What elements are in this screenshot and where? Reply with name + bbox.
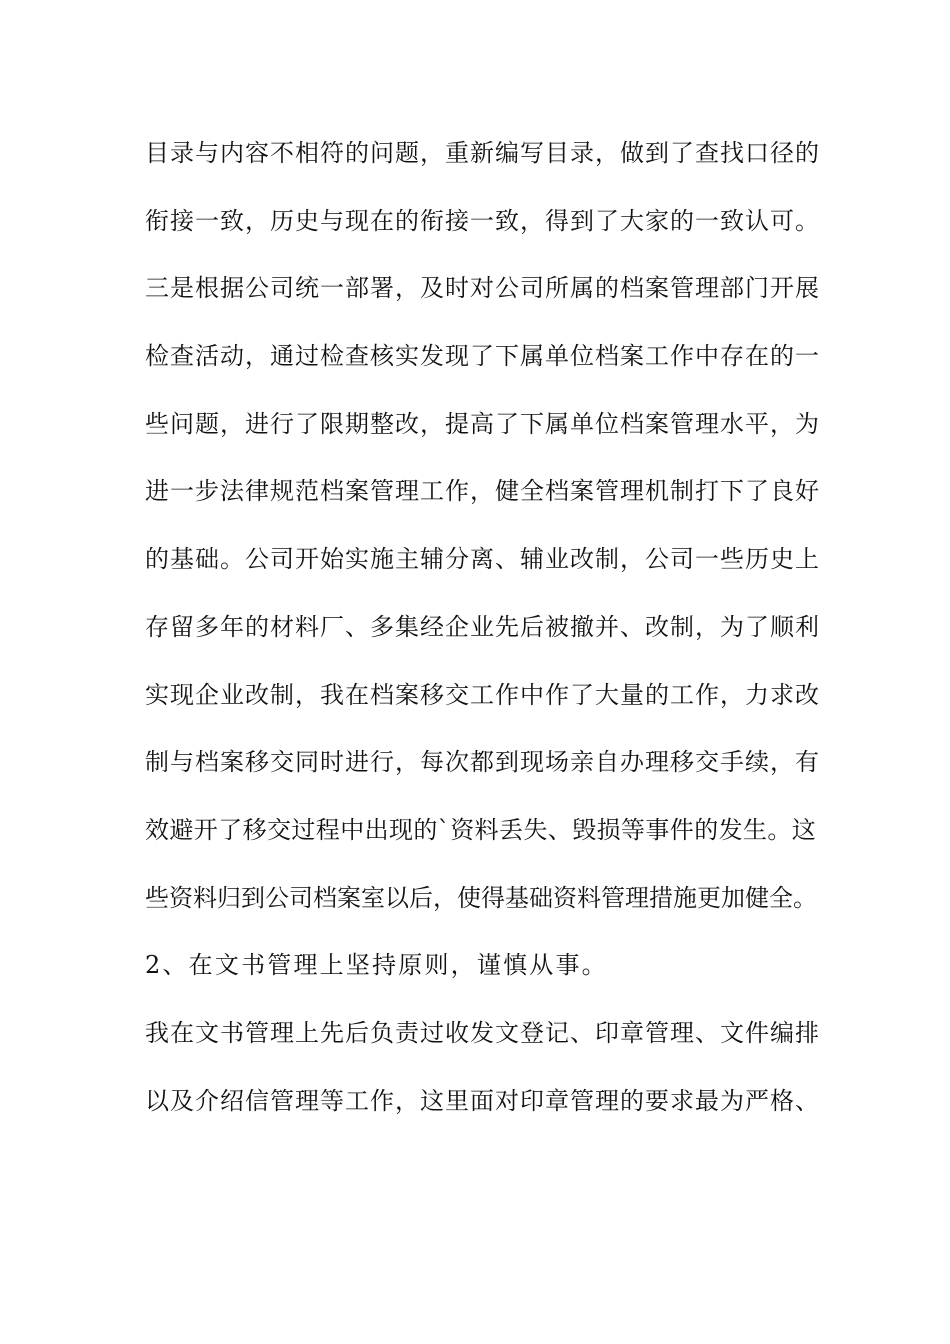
text-line: 衔接一致，历史与现在的衔接一致，得到了大家的一致认可。 xyxy=(145,206,820,235)
text-line: 的基础。公司开始实施主辅分离、辅业改制，公司一些历史上 xyxy=(145,545,820,574)
text-line: 些资料归到公司档案室以后，使得基础资料管理措施更加健全。 xyxy=(145,883,817,912)
text-line: 三是根据公司统一部署，及时对公司所属的档案管理部门开展 xyxy=(145,274,820,303)
body-text xyxy=(145,128,820,1143)
text-line: 实现企业改制，我在档案移交工作中作了大量的工作，力求改 xyxy=(145,680,820,709)
section-heading: 2、在文书管理上坚持原则，谨慎从事。 xyxy=(145,951,608,980)
text-line: 些问题，进行了限期整改，提高了下属单位档案管理水平，为 xyxy=(145,409,820,438)
text-line: 效避开了移交过程中出现的`资料丢失、毁损等事件的发生。这 xyxy=(145,815,817,844)
text-line: 我在文书管理上先后负责过收发文登记、印章管理、文件编排 xyxy=(145,1018,820,1047)
text-line: 目录与内容不相符的问题，重新编写目录，做到了查找口径的 xyxy=(145,139,820,167)
text-line: 以及介绍信管理等工作，这里面对印章管理的要求最为严格、 xyxy=(145,1086,820,1115)
text-line: 检查活动，通过检查核实发现了下属单位档案工作中存在的一 xyxy=(145,342,820,371)
text-line: 进一步法律规范档案管理工作，健全档案管理机制打下了良好 xyxy=(145,477,820,506)
text-line: 制与档案移交同时进行，每次都到现场亲自办理移交手续，有 xyxy=(145,748,820,777)
text-line: 存留多年的材料厂、多集经企业先后被撤并、改制，为了顺利 xyxy=(145,612,820,641)
